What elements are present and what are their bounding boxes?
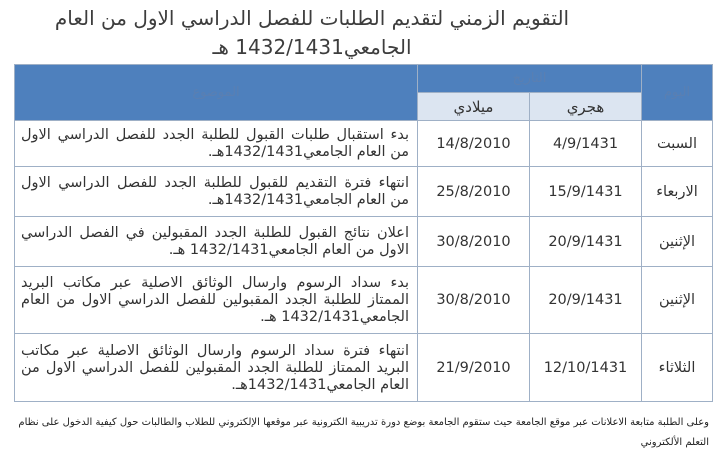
header-hijri: هجري [530,93,642,121]
topic-cell: بدء استقبال طلبات القبول للطلبة الجدد للفصل الدراسي الاول من العام الجامعي1432/1431هـ. [15,121,418,167]
hijri-date-cell: 20/9/1431 [530,217,642,267]
hijri-date-cell: 4/9/1431 [530,121,642,167]
page-title: التقويم الزمني لتقديم الطلبات للفصل الدراسي الاول من العام الجامعي1432/1431 هـ [54,6,570,59]
day-cell: الاربعاء [642,167,713,217]
hijri-date-cell: 12/10/1431 [530,334,642,402]
header-day: اليوم [642,65,713,121]
day-cell: الإثنين [642,217,713,267]
gregorian-date-cell: 30/8/2010 [418,267,530,334]
topic-cell: انتهاء فترة التقديم للقبول للطلبة الجدد للفصل الدراسي الاول من العام الجامعي1432/1431هـ. [15,167,418,217]
gregorian-date-cell: 25/8/2010 [418,167,530,217]
gregorian-date-cell: 30/8/2010 [418,217,530,267]
header-date: التاريخ [418,65,642,93]
gregorian-date-cell: 21/9/2010 [418,334,530,402]
hijri-date-cell: 20/9/1431 [530,267,642,334]
table-row [15,217,713,267]
table-row [15,167,713,217]
table-row [15,334,713,402]
day-cell: الإثنين [642,267,713,334]
topic-cell: انتهاء فترة سداد الرسوم وارسال الوثائق الاصلية عبر مكاتب البريد الممتاز للطلبة الجدد المقبولين للفصل الدراسي الاول من العام الجامعي1432/1431هـ. [15,334,418,402]
header-topic: الموضوع [15,65,418,121]
header-gregorian: ميلادي [418,93,530,121]
day-cell: الثلاثاء [642,334,713,402]
gregorian-date-cell: 14/8/2010 [418,121,530,167]
table-header-row [15,65,713,93]
topic-cell: اعلان نتائج القبول للطلبة الجدد المقبولين في الفصل الدراسي الاول من العام الجامعي1432/1431 هـ. [15,217,418,267]
hijri-date-cell: 15/9/1431 [530,167,642,217]
table-row [15,267,713,334]
schedule-table [14,64,713,402]
topic-cell: بدء سداد الرسوم وارسال الوثائق الاصلية عبر مكاتب البريد الممتاز للطلبة الجدد المقبولين للفصل الدراسي الاول من العام الجامعي1432/1431 هـ. [15,267,418,334]
footer-note: وعلى الطلبة متابعة الاعلانات عبر موقع الجامعة حيث ستقوم الجامعة بوضع دورة تدريبية الكترونية عبر موقعها الإلكتروني للطلاب والطالبات حول كيفية الدخول على نظام التعلم الألكتروني [18,417,709,448]
table-row [15,121,713,167]
day-cell: السبت [642,121,713,167]
